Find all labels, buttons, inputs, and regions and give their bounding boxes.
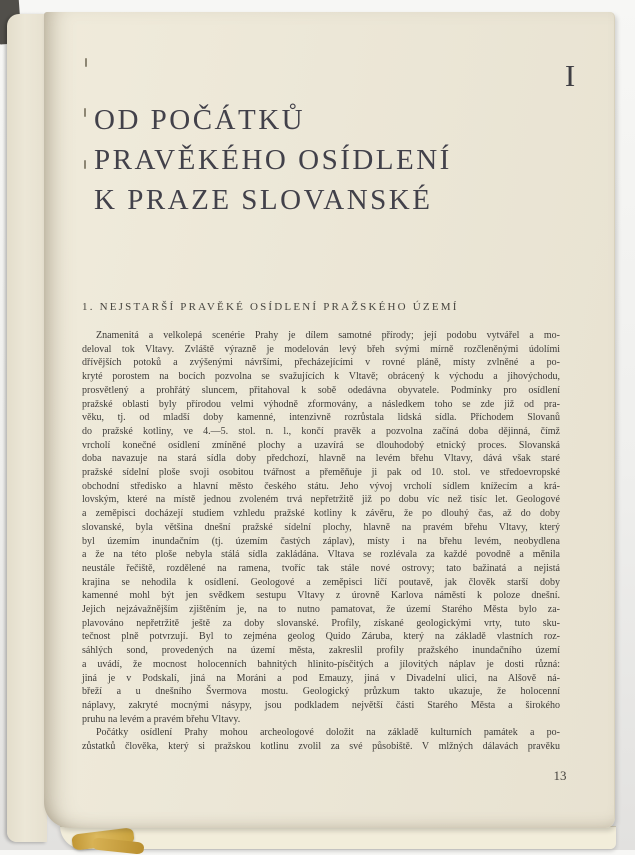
body-text [82,329,560,754]
body-text-line: neustále řečiště, rozdělené na ramena, tvoříc tak stále nové ostrovy; tato bažinatá a nejistá [82,562,560,574]
body-text-line: lovským, které na místě jednou zvoleném trvá nepřetržitě již po dobu víc než tisíc let. Geologové [82,494,560,506]
binding-stitch [84,108,86,117]
body-text-line: a uvádí, že mocnost holocenních bahnitých hlinito-písčitých a jílovitých náplav je dosti různá: [82,658,560,670]
body-text-line: zůstatků člověka, který si pražskou kotlinu zvolil za své působiště. V mlžných dálavách pravěku [82,741,560,753]
body-text-line: plavováno nepřetržitě ještě za doby slovanské. Profily, získané geologickými vrty, tuto sku- [82,617,560,629]
body-text-line: pražské oblasti byly přírodou velmi výhodně zformovány, a následkem toho se zde již od pra- [82,398,560,410]
book-page [44,12,615,828]
binding-stitch [84,160,86,169]
chapter-title-line-1: OD POČÁTKŮ [94,104,306,136]
body-text-line: slovanské, byla většina dnešní pražské sídelní plochy, hlavně na pravém břehu Vltavy, který [82,521,560,533]
body-text-line: krajina se nehodila k osídlení. Geologové a zeměpisci líčí poutavě, jak člověk starší doby [82,576,560,588]
body-text-line: kryté porostem na bocích pozvolna se svažujících k Vltavě; obrácený k východu a jihovýchodu, [82,371,560,383]
body-text-line: Znamenitá a velkolepá scenérie Prahy je dílem samotné přírody; její podobu vytvářel a mo- [96,330,560,341]
body-text-line: obchodní středisko a hlavní město českého státu. Jeho vývoj vrcholí sídlem knížecím a krá- [82,480,560,492]
body-text-line: břeží a u dnešního Švermova mostu. Geologický průzkum takto ukazuje, že holocenní [82,686,560,698]
body-text-line: do pražské kotliny, ve 4.—5. stol. n. l., končí pravěk a pozvolna začíná doba dějinná, čímž [82,425,560,437]
body-text-line: dřívějších potoků a zvýšenými návršími, přecházejícími v rovné pláně, místy zvlněné a po- [82,357,560,369]
body-text-line: Počátky osídlení Prahy mohou archeologové doložit na základě kulturních památek a po- [96,727,560,739]
body-text-line: jiná je v Podskalí, jiná na Moráni a pod Emauzy, jiná v Divadelní ulici, na Alšově ná- [82,672,560,684]
body-text-line: sáhlých sond, provedených na území města, zakreslil profily pražského inundačního území [82,645,560,657]
body-text-line: doba navazuje na stará sídla doby předchozí, hlavně na levém břehu Vltavy, dává však staré [82,453,560,465]
body-text-line: tečnost plně potvrzují. Byl to zejména geolog Quido Záruba, který na základě vlastních roz- [82,631,560,643]
body-text-line: pražské sídelní ploše svoji osobitou tvářnost a přeměňuje ji pak od 10. stol. ve středoevropské [82,467,560,479]
body-text-line: deloval tok Vltavy. Zvláště výrazně je modelován levý břeh svými mírně rozčleněnými údolími [82,343,560,355]
body-text-line: kamenné mohl být jen svědkem sestupu Vltavy z úrovně Karlova náměstí k poloze dnešní. [82,590,560,602]
section-heading: 1. NEJSTARŠÍ PRAVĚKÉ OSÍDLENÍ PRAŽSKÉHO ÚZEMÍ [82,301,459,313]
body-text-line: náplavy, zakryté mocnými násypy, jsou podkladem největší části Starého Města a širokého [82,699,560,711]
body-text-line: Jejich nejzávažnějším zjištěním je, na to nutno pamatovat, že území Starého Města bylo za- [82,604,560,616]
chapter-title-line-3: K PRAZE SLOVANSKÉ [94,184,433,216]
chapter-title-line-2: PRAVĚKÉHO OSÍDLENÍ [94,144,452,176]
page-number: 13 [553,768,567,783]
body-text-line: pruhu na levém a pravém břehu Vltavy. [82,713,241,725]
body-text-line: a že na této ploše nebyla stálá sídla zakládána. Vltava se rozlévala za každé povodně a měnila [82,549,560,561]
body-text-line: a zeměpisci docházejí studiem vzhledu pražské kotliny k závěru, že po dlouhý čas, až do doby [82,508,560,520]
body-text-line: věku, tj. od mladší doby kamenné, intenzivně rozrůstala lidská sídla. Příchodem Slovanů [82,412,560,424]
body-text-line: vrcholí konečné osídlení zmíněné plochy a uzavírá se dlouhodobý etnický proces. Slovanská [82,439,560,451]
binding-stitch [85,58,87,67]
previous-page-edge [7,14,47,842]
chapter-title [94,100,574,220]
chapter-numeral: I [564,58,576,93]
body-text-line: byl územím inundačním (tj. územím častých záplav), místy i na břehu levém, neobydlena [82,535,560,547]
body-text-line: prosvětlený a prohřátý sluncem, přitahoval k sobě odedávna obyvatele. Podmínky pro osídlení [82,384,560,396]
